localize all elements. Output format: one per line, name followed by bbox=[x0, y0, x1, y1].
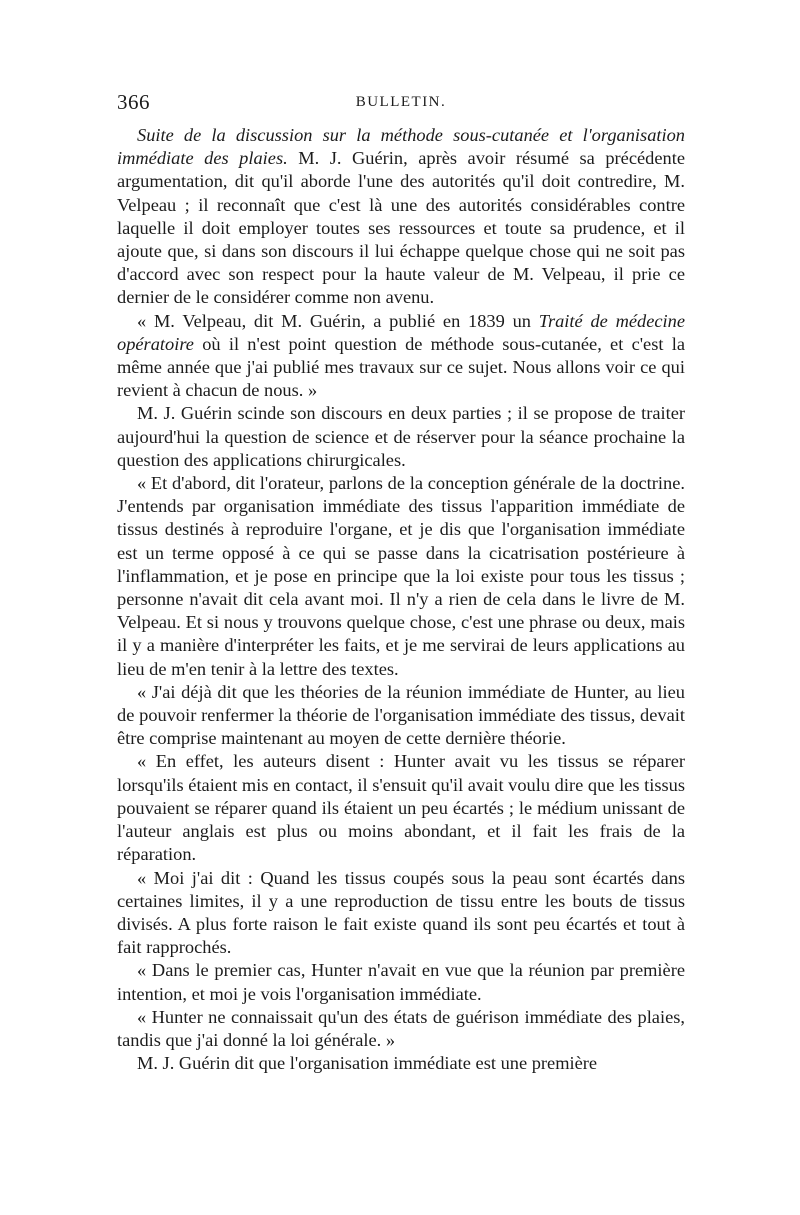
book-title-italic: Traité de médecine opératoire bbox=[117, 310, 685, 354]
paragraph-9: « Hunter ne connaissait qu'un des états de guérison immédiate des plaies, tandis que j'ai donné la loi générale. » bbox=[117, 1006, 685, 1050]
paragraph-8: « Dans le premier cas, Hunter n'avait en vue que la réunion par première intention, et moi je vois l'organisation immédiate. bbox=[117, 960, 685, 1004]
section-heading-italic: Suite de la discussion sur la méthode sous-cutanée et l'organisation immédiate des plaies. bbox=[117, 125, 685, 169]
document-page bbox=[117, 90, 685, 1075]
paragraph-7: « Moi j'ai dit : Quand les tissus coupés sous la peau sont écartés dans certaines limites, il y a une reproduction de tissu entre les bouts de tissus divisés. A plus forte raison le fait existe quand ils sont peu écartés et tout à fait rapprochés. bbox=[117, 867, 685, 958]
body-text bbox=[117, 124, 685, 1075]
paragraph-10: M. J. Guérin dit que l'organisation immédiate est une première bbox=[137, 1053, 598, 1074]
paragraph-5: « J'ai déjà dit que les théories de la réunion immédiate de Hunter, au lieu de pouvoir renfermer la théorie de l'organisation immédiate des tissus, devait être comprise maintenant au moyen de cette dernière théorie. bbox=[117, 681, 685, 749]
paragraph-1-text: M. J. Guérin, après avoir résumé sa précédente argumentation, dit qu'il aborde l'une des autorités qu'il doit contredire, M. Velpeau ; il reconnaît que c'est là une des autorités considérables contre laquelle il doit employer toutes ses ressources et toute sa prudence, et il ajoute que, si dans son discours il lui échappe quelque chose qui ne soit pas d'accord avec son respect pour la haute valeur de M. Velpeau, il prie ce dernier de le considérer comme non avenu. bbox=[117, 148, 685, 308]
paragraph-2-after: où il n'est point question de méthode sous-cutanée, et c'est la même année que j'ai publié mes travaux sur ce sujet. Nous allons voir ce qui revient à chacun de nous. » bbox=[117, 333, 685, 401]
running-title: BULLETIN. bbox=[355, 94, 447, 110]
page-number: 366 bbox=[117, 90, 150, 114]
paragraph-1 bbox=[117, 124, 685, 310]
paragraph-2 bbox=[117, 310, 685, 403]
paragraph-2-before: « M. Velpeau, dit M. Guérin, a publié en 1839 un bbox=[137, 310, 539, 331]
paragraph-4: « Et d'abord, dit l'orateur, parlons de la conception générale de la doctrine. J'entends par organisation immédiate des tissus l'apparition immédiate de tissus destinés à reproduire l'organe, et je dis que l'organisation immédiate est un terme opposé à ce qui se passe dans la cicatrisation postérieure à l'inflammation, et je pose en principe que la loi existe pour tous les tissus ; personne n'avait dit cela avant moi. Il n'y a rien de cela dans le livre de M. Velpeau. Et si nous y trouvons quelque chose, c'est une phrase ou deux, mais il y a manière d'interpréter les faits, et je me servirai de leurs applications au lieu de m'en tenir à la lettre des textes. bbox=[117, 473, 685, 679]
page-header bbox=[117, 90, 685, 124]
paragraph-3: M. J. Guérin scinde son discours en deux parties ; il se propose de traiter aujourd'hui la question de science et de réserver pour la séance prochaine la question des applications chirurgicales. bbox=[117, 403, 685, 470]
paragraph-6: « En effet, les auteurs disent : Hunter avait vu les tissus se réparer lorsqu'ils étaient mis en contact, il s'ensuit qu'il avait voulu dire que les tissus pouvaient se réparer quand ils étaient un peu écartés ; le médium unissant de l'auteur anglais est plus ou moins abondant, et il fait les frais de la réparation. bbox=[117, 751, 685, 865]
